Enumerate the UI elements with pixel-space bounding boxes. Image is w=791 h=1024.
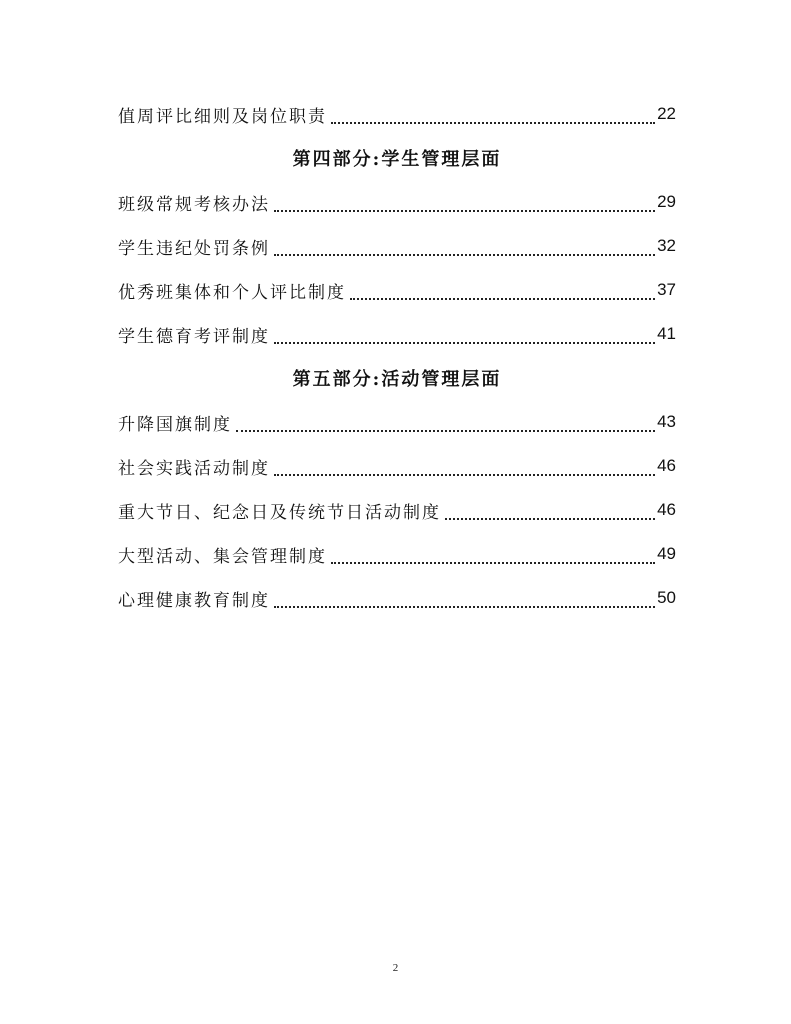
- toc-entry-title: 班级常规考核办法: [118, 194, 270, 215]
- toc-entry-page: 50: [657, 588, 676, 607]
- toc-entry[interactable]: [118, 444, 676, 488]
- toc-entry[interactable]: [118, 180, 676, 224]
- toc-entry-title: 大型活动、集会管理制度: [118, 546, 327, 567]
- dot-leader: [274, 330, 655, 344]
- dot-leader: [236, 418, 655, 432]
- table-of-contents: [118, 92, 676, 620]
- dot-leader: [331, 110, 655, 124]
- toc-entry[interactable]: [118, 224, 676, 268]
- dot-leader: [274, 198, 655, 212]
- toc-entry-page: 41: [657, 324, 676, 343]
- toc-entry-page: 32: [657, 236, 676, 255]
- toc-entry[interactable]: [118, 532, 676, 576]
- dot-leader: [274, 594, 655, 608]
- toc-entry-title: 升降国旗制度: [118, 414, 232, 435]
- toc-entry-page: 43: [657, 412, 676, 431]
- dot-leader: [445, 506, 655, 520]
- toc-entry[interactable]: [118, 488, 676, 532]
- dot-leader: [274, 462, 655, 476]
- toc-entry-page: 49: [657, 544, 676, 563]
- dot-leader: [331, 550, 655, 564]
- page-number: 2: [392, 962, 399, 974]
- toc-entry-title: 学生德育考评制度: [118, 326, 270, 347]
- toc-entry-title: 值周评比细则及岗位职责: [118, 106, 327, 127]
- dot-leader: [350, 286, 655, 300]
- toc-entry-title: 心理健康教育制度: [118, 590, 270, 611]
- toc-entry-page: 37: [657, 280, 676, 299]
- toc-entry-page: 46: [657, 500, 676, 519]
- toc-entry-page: 22: [657, 104, 676, 123]
- toc-entry[interactable]: [118, 400, 676, 444]
- toc-entry-title: 社会实践活动制度: [118, 458, 270, 479]
- dot-leader: [274, 242, 655, 256]
- toc-entry[interactable]: [118, 576, 676, 620]
- toc-entry-page: 46: [657, 456, 676, 475]
- section-heading-part4: 第四部分:学生管理层面: [292, 149, 502, 170]
- toc-entry-title: 学生违纪处罚条例: [118, 238, 270, 259]
- toc-entry-title: 重大节日、纪念日及传统节日活动制度: [118, 502, 441, 523]
- section-heading-part5: 第五部分:活动管理层面: [292, 369, 502, 390]
- toc-entry-title: 优秀班集体和个人评比制度: [118, 282, 346, 303]
- toc-entry-page: 29: [657, 192, 676, 211]
- toc-entry[interactable]: [118, 268, 676, 312]
- toc-entry[interactable]: [118, 92, 676, 136]
- toc-entry[interactable]: [118, 312, 676, 356]
